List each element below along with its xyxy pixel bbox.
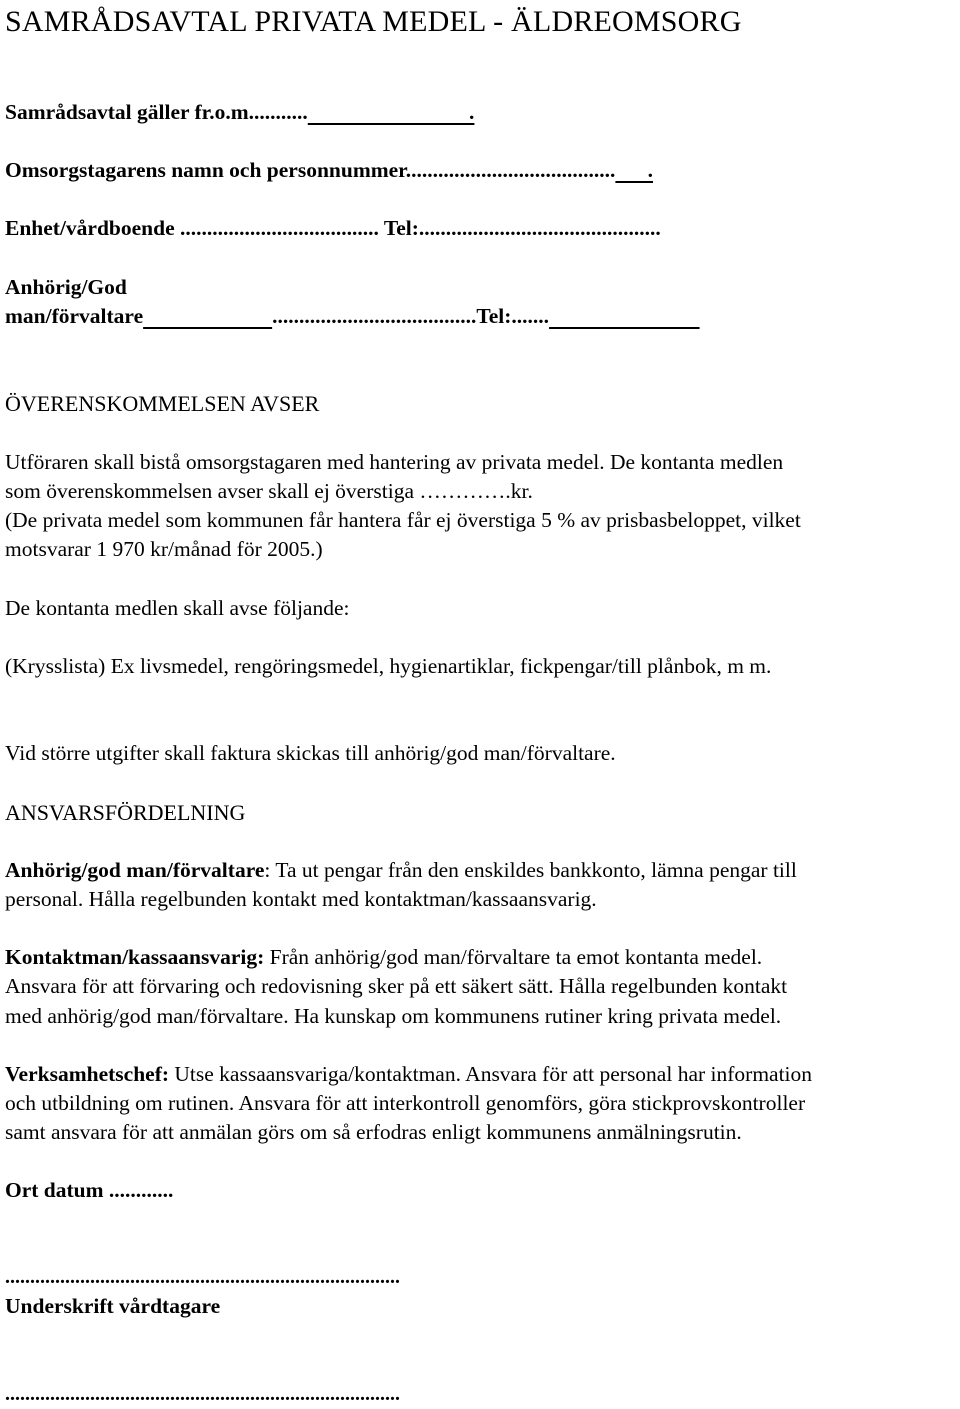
relative-responsibility-label: Anhörig/god man/förvaltare — [5, 858, 265, 882]
contact-responsibility-label: Kontaktman/kassaansvarig: — [5, 945, 265, 969]
relative-responsibility-text: : Ta ut pengar från den enskildes bankkonto, lämna pengar till — [264, 858, 797, 882]
contact-responsibility-line-2: Ansvara för att förvaring och redovisning sker på ett säkert sätt. Hålla regelbunden kontakt — [5, 974, 788, 998]
place-date-field: Ort datum ............ — [5, 1178, 174, 1202]
agreement-paragraph-1-line-2: som överenskommelsen avser skall ej överstiga ………….kr. — [5, 479, 533, 503]
second-signature-line: ............................................................................... — [5, 1383, 400, 1405]
responsibilities-heading: ANSVARSFÖRDELNING — [5, 800, 246, 825]
agreement-invoice-note: Vid större utgifter skall faktura skickas till anhörig/god man/förvaltare. — [5, 741, 616, 765]
contact-responsibility-line-1 — [5, 943, 762, 972]
manager-responsibility-text: Utse kassaansvariga/kontaktman. Ansvara för att personal har information — [169, 1062, 813, 1086]
contact-responsibility-text: Från anhörig/god man/förvaltare ta emot kontanta medel. — [264, 945, 763, 969]
agreement-checklist: (Krysslista) Ex livsmedel, rengöringsmedel, hygienartiklar, fickpengar/till plånbok, m m. — [5, 654, 772, 678]
unit-phone-field: Enhet/vårdboende ..................................... Tel:............................................. — [5, 216, 661, 240]
manager-responsibility-label: Verksamhetschef: — [5, 1062, 170, 1086]
document-title: SAMRÅDSAVTAL PRIVATA MEDEL - ÄLDREOMSORG — [5, 5, 742, 38]
agreement-heading: ÖVERENSKOMMELSEN AVSER — [5, 391, 320, 416]
name-pnr-field — [5, 156, 653, 185]
name-pnr-blank: . — [615, 158, 654, 182]
relative-responsibility-line-2: personal. Hålla regelbunden kontakt med kontaktman/kassaansvarig. — [5, 887, 597, 911]
agreement-paragraph-1-line-1: Utföraren skall bistå omsorgstagaren med hantering av privata medel. De kontanta medlen — [5, 450, 784, 474]
relative-phone-field — [5, 302, 700, 331]
name-pnr-label: Omsorgstagarens namn och personnummer....................................... — [5, 158, 616, 182]
caretaker-signature-line: ............................................................................... — [5, 1266, 400, 1288]
valid-from-blank: . — [307, 100, 475, 124]
valid-from-field — [5, 98, 474, 127]
agreement-paragraph-2-line-2: motsvarar 1 970 kr/månad för 2005.) — [5, 537, 323, 561]
relative-phone-blank — [549, 304, 700, 328]
agreement-paragraph-2-line-1: (De privata medel som kommunen får hantera får ej överstiga 5 % av prisbasbeloppet, vilket — [5, 508, 801, 532]
agreement-paragraph-3: De kontanta medlen skall avse följande: — [5, 596, 350, 620]
contact-responsibility-line-3: med anhörig/god man/förvaltare. Ha kunskap om kommunens rutiner kring privata medel. — [5, 1004, 782, 1028]
relative-field-label: Anhörig/God — [5, 275, 127, 299]
caretaker-signature-label: Underskrift vårdtagare — [5, 1294, 221, 1318]
manager-responsibility-line-2: och utbildning om rutinen. Ansvara för att interkontroll genomförs, göra stickprovskontroller — [5, 1091, 806, 1115]
manager-responsibility-line-1 — [5, 1060, 812, 1089]
manager-responsibility-line-3: samt ansvara för att anmälan görs om så erfodras enligt kommunens anmälningsrutin. — [5, 1120, 742, 1144]
relative-phone-dots: ......................................Tel:....... — [272, 304, 550, 328]
relative-label-cont: man/förvaltare — [5, 304, 144, 328]
relative-responsibility-line-1 — [5, 856, 797, 885]
relative-blank — [143, 304, 272, 328]
valid-from-label: Samrådsavtal gäller fr.o.m........... — [5, 100, 308, 124]
